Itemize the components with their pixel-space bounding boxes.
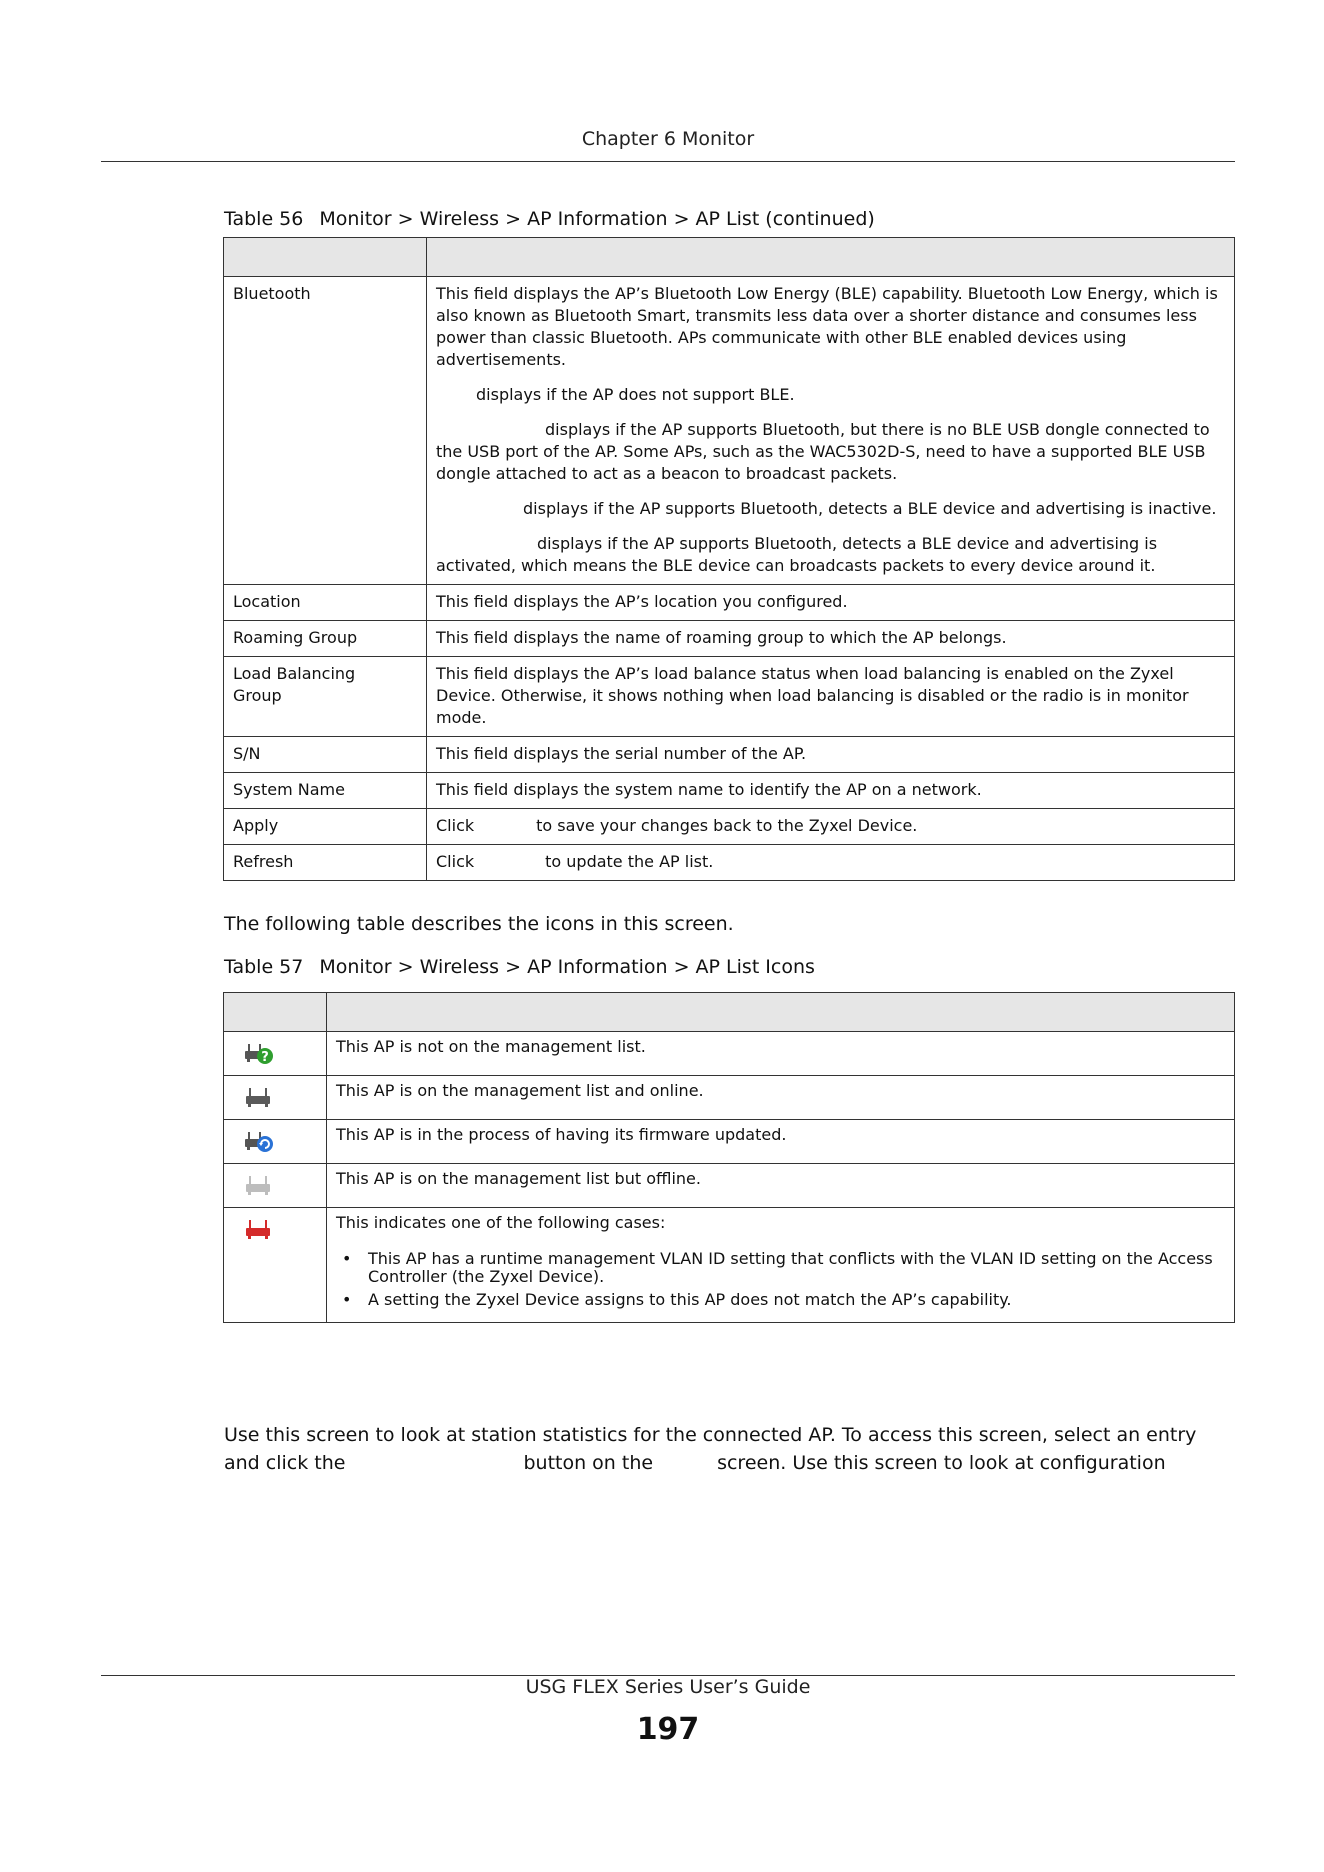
row-desc: This field displays the serial number of the AP. (427, 737, 1235, 773)
bluetooth-state-4: displays if the AP supports Bluetooth, detects a BLE device and advertising is activated, which means the BLE device can broadcasts packets to every device around it. (436, 534, 1158, 575)
intro-sentence: The following table describes the icons in this screen. (224, 913, 734, 935)
row-label: Apply (224, 809, 427, 845)
row-desc (427, 277, 1235, 585)
bluetooth-state-1: displays if the AP does not support BLE. (476, 385, 795, 404)
icon-desc: This AP is not on the management list. (327, 1032, 1235, 1076)
table-row (224, 657, 1235, 737)
ap-offline-icon (244, 1172, 274, 1198)
icon-desc: This indicates one of the following cases: • This AP has a runtime management VLAN ID setting that conflicts with the VLAN ID setting on the Access Controller (the Zyxel Device). • A setting the Zyxel Device assigns to this AP does not match the AP’s capability. (327, 1208, 1235, 1323)
table-57 (223, 992, 1235, 1323)
case-list (336, 1250, 1225, 1309)
table-56-number: Table 56 (224, 208, 304, 230)
bluetooth-intro: This field displays the AP’s Bluetooth Low Energy (BLE) capability. Bluetooth Low Energy, which is also known as Bluetooth Smart, transmits less data over a shorter distance and consumes less power than classic Bluetooth. APs communicate with other BLE enabled devices using advertisements. (436, 284, 1218, 369)
table-57-header-row (224, 993, 1235, 1032)
table-row (224, 809, 1235, 845)
table-row (224, 621, 1235, 657)
table-56-header-desc (427, 238, 1235, 277)
row-label: Roaming Group (224, 621, 427, 657)
bluetooth-state-2: displays if the AP supports Bluetooth, but there is no BLE USB dongle connected to the USB port of the AP. Some APs, such as the WAC5302D-S, need to have a supported BLE USB dongle attached to act as a beacon to broadcast packets. (436, 420, 1210, 483)
table-56 (223, 237, 1235, 881)
row-desc: This field displays the name of roaming group to which the AP belongs. (427, 621, 1235, 657)
icon-desc: This AP is on the management list but offline. (327, 1164, 1235, 1208)
chapter-header: Chapter 6 Monitor (581, 128, 755, 150)
page-number: 197 (636, 1712, 700, 1747)
ap-firmware-updating-icon (244, 1128, 274, 1154)
svg-text:?: ? (261, 1050, 269, 1065)
row-desc: Click to update the AP list. (427, 845, 1235, 881)
row-desc: Click to save your changes back to the Zyxel Device. (427, 809, 1235, 845)
row-label: Location (224, 585, 427, 621)
table-56-caption (224, 208, 875, 230)
table-57-title: Monitor > Wireless > AP Information > AP List Icons (319, 956, 815, 978)
row-label: Bluetooth (224, 277, 427, 585)
icon-desc: This AP is in the process of having its firmware updated. (327, 1120, 1235, 1164)
ap-unmanaged-icon (244, 1040, 274, 1066)
table-56-title: Monitor > Wireless > AP Information > AP List (continued) (319, 208, 875, 230)
table-row (224, 1164, 1235, 1208)
table-57-number: Table 57 (224, 956, 304, 978)
footer-guide-title: USG FLEX Series User’s Guide (525, 1676, 811, 1698)
table-row (224, 773, 1235, 809)
ap-online-icon (244, 1084, 274, 1110)
table-57-caption (224, 956, 815, 978)
row-desc: This field displays the AP’s load balance status when load balancing is enabled on the Zyxel Device. Otherwise, it shows nothing when load balancing is disabled or the radio is in monitor mode. (427, 657, 1235, 737)
list-item: • This AP has a runtime management VLAN ID setting that conflicts with the VLAN ID setting on the Access Controller (the Zyxel Device). (336, 1250, 1225, 1286)
icon-desc: This AP is on the management list and online. (327, 1076, 1235, 1120)
table-56-header-row (224, 238, 1235, 277)
row-desc: This field displays the system name to identify the AP on a network. (427, 773, 1235, 809)
body-paragraph: Use this screen to look at station statistics for the connected AP. To access this screen, select an entry and click the button on the screen. Use this screen to look at configuration (224, 1424, 1197, 1474)
table-row (224, 1032, 1235, 1076)
row-label: S/N (224, 737, 427, 773)
table-row (224, 1076, 1235, 1120)
row-label: Refresh (224, 845, 427, 881)
row-desc: This field displays the AP’s location you configured. (427, 585, 1235, 621)
table-row (224, 585, 1235, 621)
table-row (224, 1208, 1235, 1323)
table-row (224, 845, 1235, 881)
table-row (224, 1120, 1235, 1164)
bluetooth-state-3: displays if the AP supports Bluetooth, detects a BLE device and advertising is inactive. (523, 499, 1217, 518)
table-56-header-label (224, 238, 427, 277)
list-item: • A setting the Zyxel Device assigns to this AP does not match the AP’s capability. (336, 1291, 1225, 1309)
table-row (224, 277, 1235, 585)
row-label: Load Balancing Group (224, 657, 427, 737)
row-label: System Name (224, 773, 427, 809)
table-row (224, 737, 1235, 773)
ap-conflict-icon (244, 1216, 274, 1242)
header-rule (101, 161, 1235, 162)
